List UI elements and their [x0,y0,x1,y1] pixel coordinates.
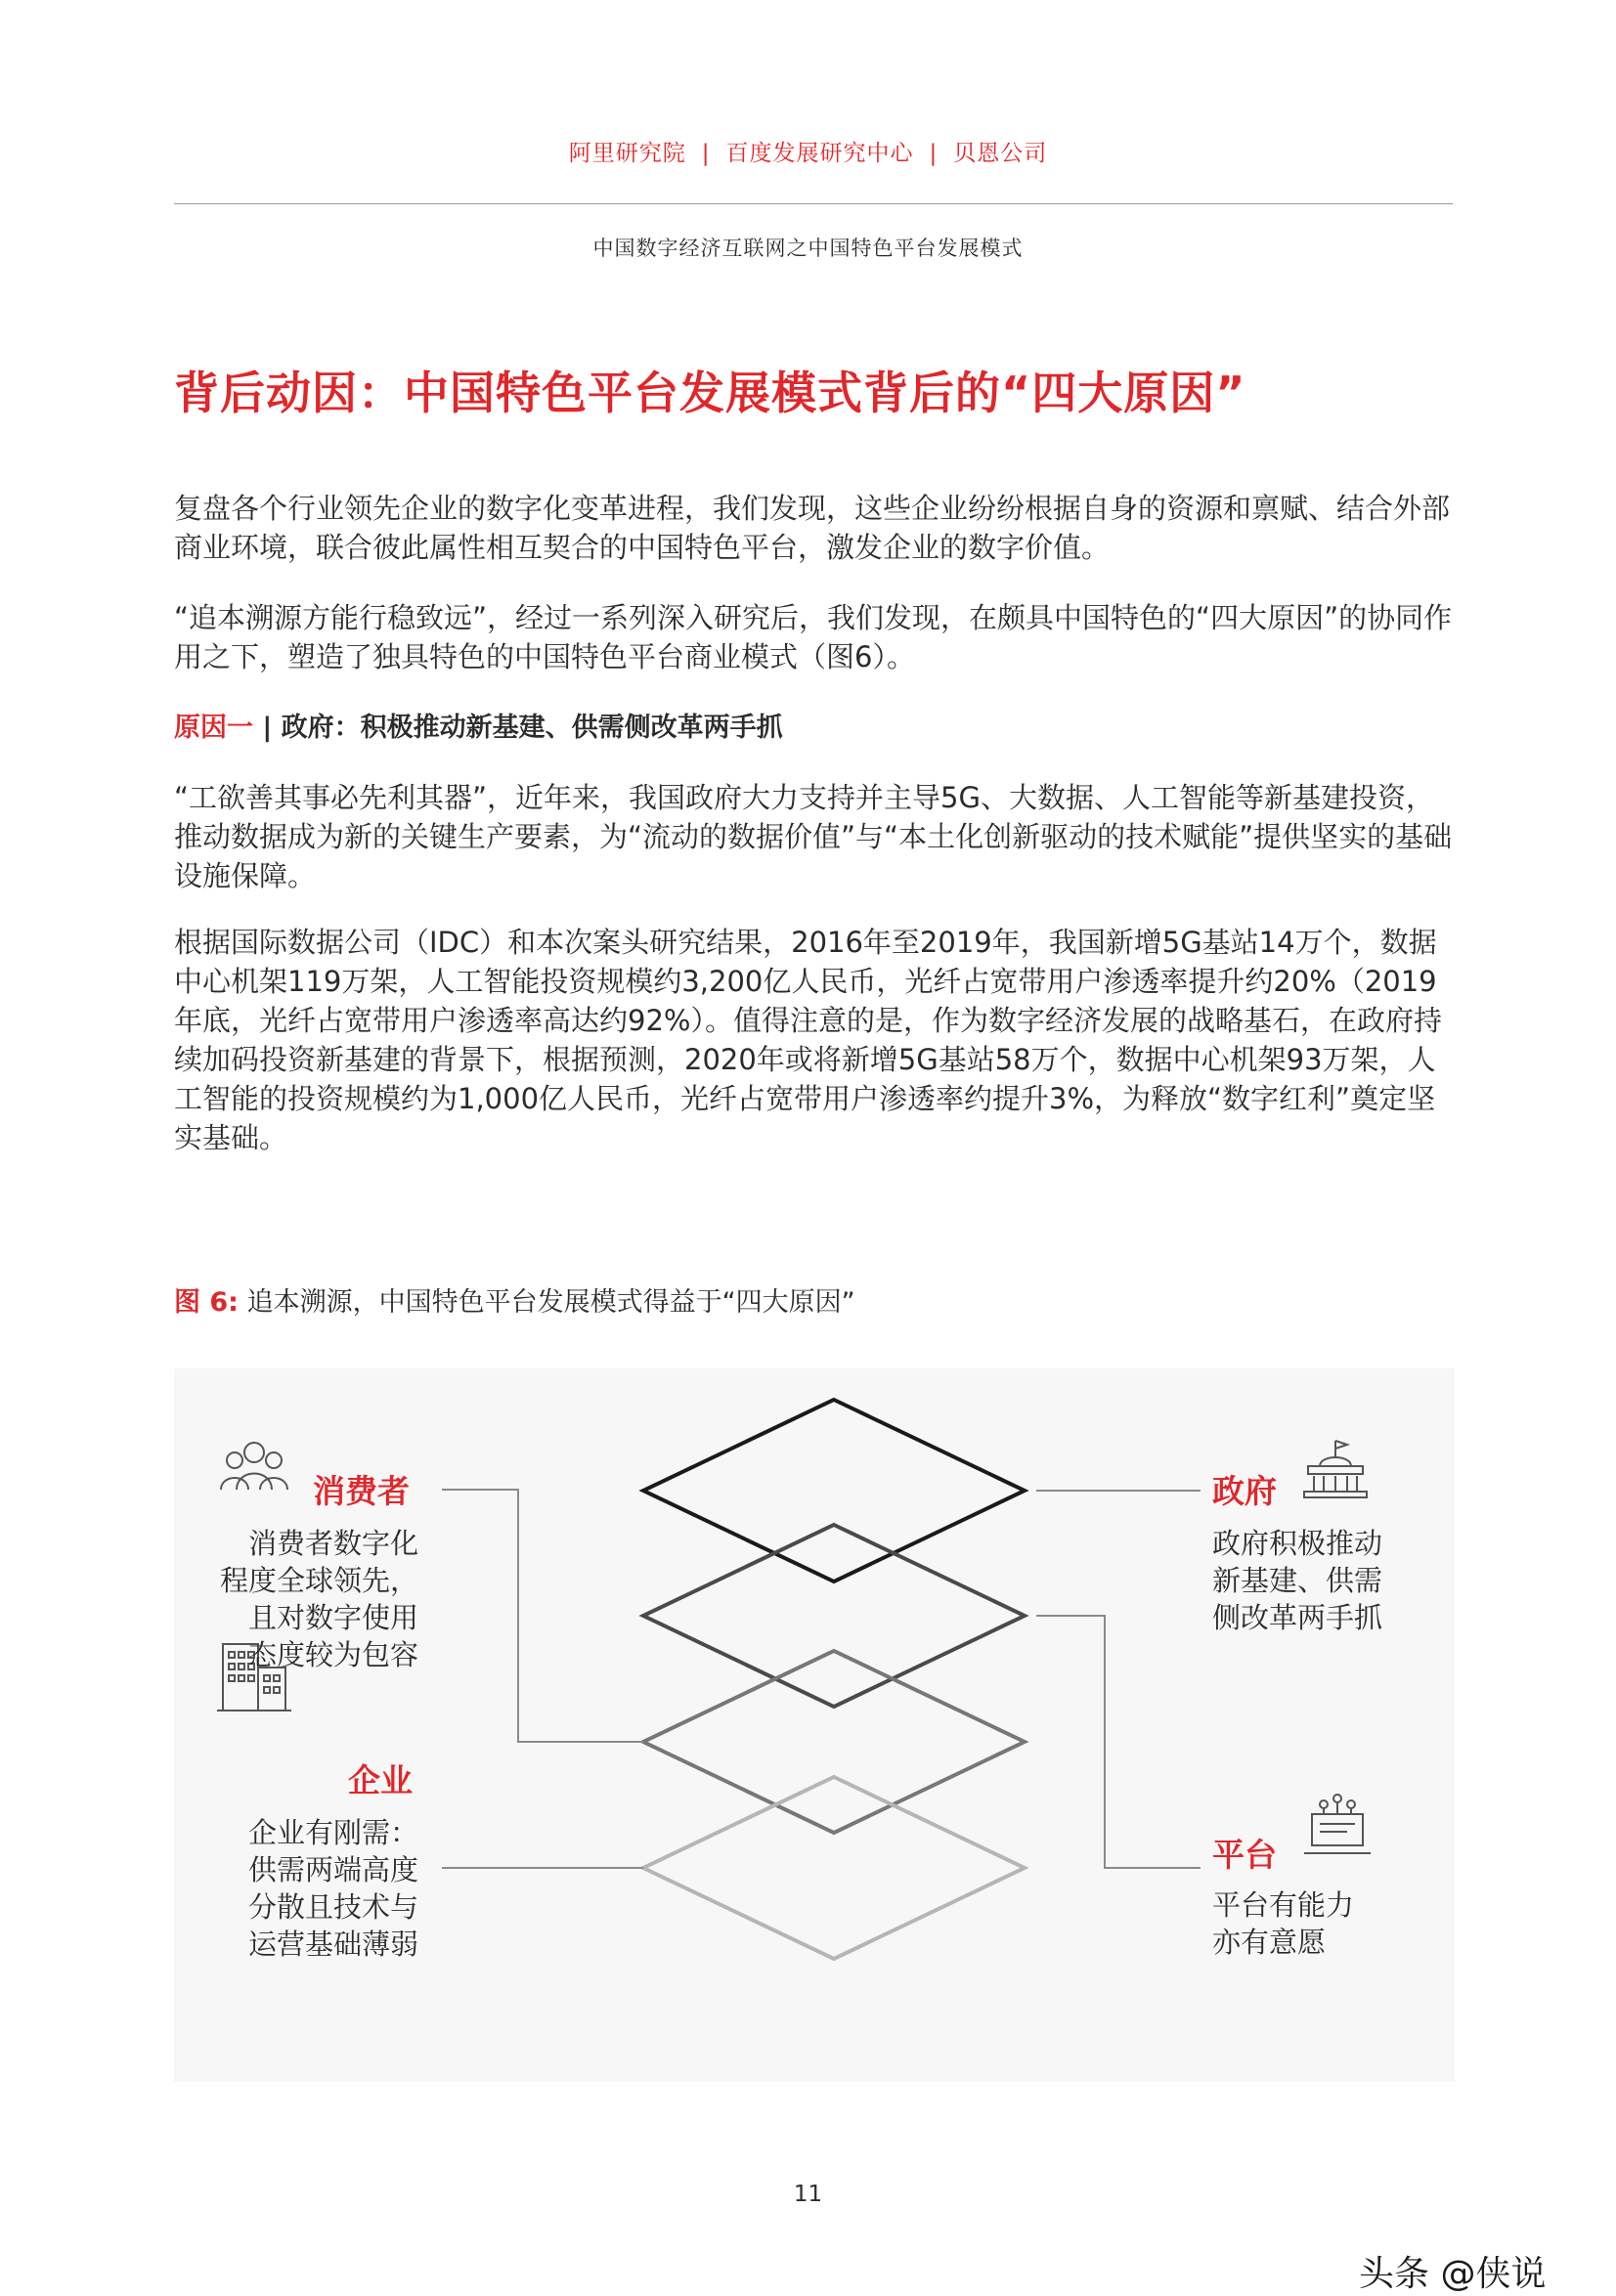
diamond-layer-2 [643,1525,1025,1707]
platform-line: 亦有意愿 [1212,1926,1327,1959]
page-title: 背后动因：中国特色平台发展模式背后的“四大原因” [174,367,1246,419]
enterprise-line: 企业有刚需： [247,1816,418,1849]
platform-line: 平台有能力 [1212,1888,1355,1922]
connector-consumer [442,1490,643,1742]
consumer-title: 消费者 [313,1472,410,1510]
people-icon [221,1443,287,1490]
org-separator: | [929,141,939,166]
paragraph-intro: 复盘各个行业领先企业的数字化变革进程，我们发现，这些企业纷纷根据自身的资源和禀赋、结合外部商业环境，联合彼此属性相互契合的中国特色平台，激发企业的数字价值。 [174,492,1451,564]
government-line: 侧改革两手抓 [1212,1601,1383,1634]
paragraph-government: “工欲善其事必先利其器”，近年来，我国政府大力支持并主导5G、大数据、人工智能等新基建投资，推动数据成为新的关键生产要素，为“流动的数据价值”与“本土化创新驱动的技术赋能”提供坚实的基础设施保障。 [174,781,1453,892]
report-subtitle: 中国数字经济互联网之中国特色平台发展模式 [592,237,1024,260]
platform-title: 平台 [1212,1836,1277,1874]
reason-one-text: 政府：积极推动新基建、供需侧改革两手抓 [281,713,783,743]
government-line: 新基建、供需 [1212,1564,1383,1597]
enterprise-line: 供需两端高度 [247,1853,418,1886]
consumer-line: 程度全球领先， [219,1564,418,1597]
figure-caption [174,1280,855,1319]
enterprise-title: 企业 [348,1761,413,1799]
org-separator: | [701,141,711,166]
government-title: 政府 [1212,1472,1277,1510]
watermark: 头条 @侠说 [1359,2254,1547,2294]
platform-description [1212,1886,1437,1961]
enterprise-description [194,1814,418,1963]
org-alibaba: 阿里研究院 [568,141,686,166]
page-number: 11 [793,2182,823,2207]
consumer-line: 消费者数字化 [247,1527,418,1560]
header-orgs [0,135,1616,167]
figure-caption-text: 追本溯源，中国特色平台发展模式得益于“四大原因” [246,1287,855,1318]
enterprise-line: 分散且技术与 [247,1890,418,1924]
consumer-description [194,1525,418,1673]
diamond-layer-1 [643,1400,1025,1581]
connector-platform [1036,1616,1201,1868]
diamond-layer-4 [643,1777,1025,1959]
paragraph-four-reasons: “追本溯源方能行稳致远”，经过一系列深入研究后，我们发现，在颇具中国特色的“四大原因”的协同作用之下，塑造了独具特色的中国特色平台商业模式（图6）。 [174,601,1453,673]
reason-one-heading [174,706,783,744]
paragraph-idc-data: 根据国际数据公司（IDC）和本次案头研究结果，2016年至2019年，我国新增5G基站14万个，数据中心机架119万架，人工智能投资规模约3,200亿人民币，光纤占宽带用户渗透率提升约20%（2019年底，光纤占宽带用户渗透率高达约92%）。值得注意的是，作为数字经济发展的战略基石，在政府持续加码投资新基建的背景下，根据预测，2020年或将新增5G基站58万个，数据中心机架93万架，人工智能的投资规模约为1,000亿人民币，光纤占宽带用户渗透率约提升3%，为释放“数字红利”奠定坚实基础。 [174,926,1442,1154]
diamond-layer-3 [643,1651,1025,1833]
reason-one-label: 原因一 [174,713,253,743]
consumer-line: 态度较为包容 [247,1638,418,1671]
org-baidu: 百度发展研究中心 [725,141,914,166]
government-line: 政府积极推动 [1212,1527,1383,1560]
org-bain: 贝恩公司 [953,141,1048,166]
figure-label: 图 6: [174,1287,239,1318]
consumer-line: 且对数字使用 [247,1601,418,1634]
figure-diagram [174,1368,1455,2082]
government-building-icon [1304,1441,1367,1497]
enterprise-line: 运营基础薄弱 [247,1928,418,1961]
header-divider [174,203,1453,204]
platform-laptop-icon [1304,1795,1371,1853]
government-description [1212,1525,1437,1636]
reason-one-separator: | [253,713,282,743]
